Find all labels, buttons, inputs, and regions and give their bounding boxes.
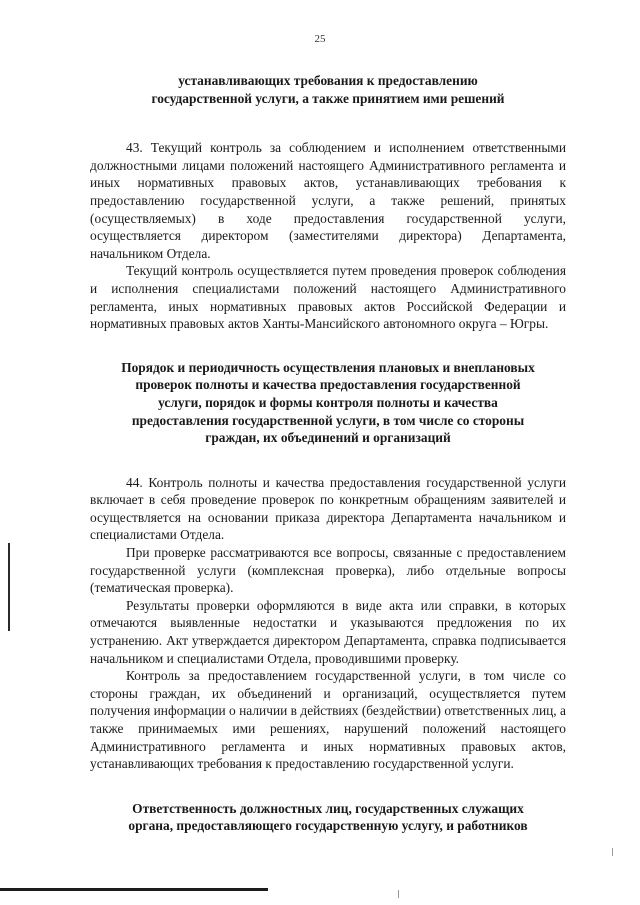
heading-line: граждан, их объединений и организаций <box>205 430 451 446</box>
scan-artifact <box>612 848 613 856</box>
page-number: 25 <box>314 33 326 45</box>
document-body <box>90 72 566 835</box>
heading-line: проверок полноты и качества предоставления государственной <box>135 377 521 393</box>
heading-line: органа, предоставляющего государственную услугу, и работников <box>128 818 528 834</box>
heading-line: услуги, порядок и формы контроля полноты и качества <box>158 394 498 410</box>
scan-artifact <box>398 890 399 898</box>
paragraph-public-control: Контроль за предоставлением государственной услуги, в том числе со стороны граждан, их объединений и организаций, осуществляется путем получения информации о наличии в действиях (бездействии) ответственных лиц, а также принимаемых ими решениях, нарушений положений настоящего Административного регламента и иных нормативных правовых актов, устанавливающих требования к предоставлению государственной услуги. <box>90 668 566 772</box>
scan-margin-mark <box>8 543 10 631</box>
section2-heading <box>90 359 566 447</box>
heading-line: предоставления государственной услуги, в том числе со стороны <box>131 412 525 428</box>
paragraph-inspection-scope: При проверке рассматриваются все вопросы, связанные с предоставлением государственной услуги (комплексная проверка), либо отдельные вопросы (тематическая проверка). <box>90 545 566 596</box>
heading-line: Порядок и периодичность осуществления плановых и внеплановых <box>121 359 535 375</box>
scan-bottom-rule <box>0 888 268 891</box>
paragraph-current-control: Текущий контроль осуществляется путем проведения проверок соблюдения и исполнения специалистами положений настоящего Административного регламента, иных нормативных правовых актов Российской Федерации и нормативных правовых актов Ханты-Мансийского автономного округа – Югры. <box>90 263 566 332</box>
paragraph-44: 44. Контроль полноты и качества предоставления государственной услуги включает в себя проведение проверок по конкретным обращениям заявителей и осуществляется на основании приказа директора Департамента начальником и специалистами Отдела. <box>90 474 566 543</box>
heading-line: Ответственность должностных лиц, государственных служащих <box>132 800 524 816</box>
paragraph-inspection-results: Результаты проверки оформляются в виде акта или справки, в которых отмечаются выявленные недостатки и указываются предложения по их устранению. Акт утверждается директором Департамента, справка подписывается начальником и специалистами Отдела, проводившими проверку. <box>90 597 566 666</box>
paragraph-43: 43. Текущий контроль за соблюдением и исполнением ответственными должностными лицами положений настоящего Административного регламента и иных нормативных правовых актов, устанавливающих требования к предоставлению государственной услуги, а также решений, принятых (осуществляемых) в ходе предоставления государственной услуги, осуществляется директором (заместителями директора) Департамента, начальником Отдела. <box>90 140 566 261</box>
section1-heading <box>90 72 566 107</box>
heading-line: государственной услуги, а также принятием ими решений <box>151 90 505 106</box>
heading-line: устанавливающих требования к предоставлению <box>178 73 478 88</box>
section3-heading <box>90 800 566 835</box>
